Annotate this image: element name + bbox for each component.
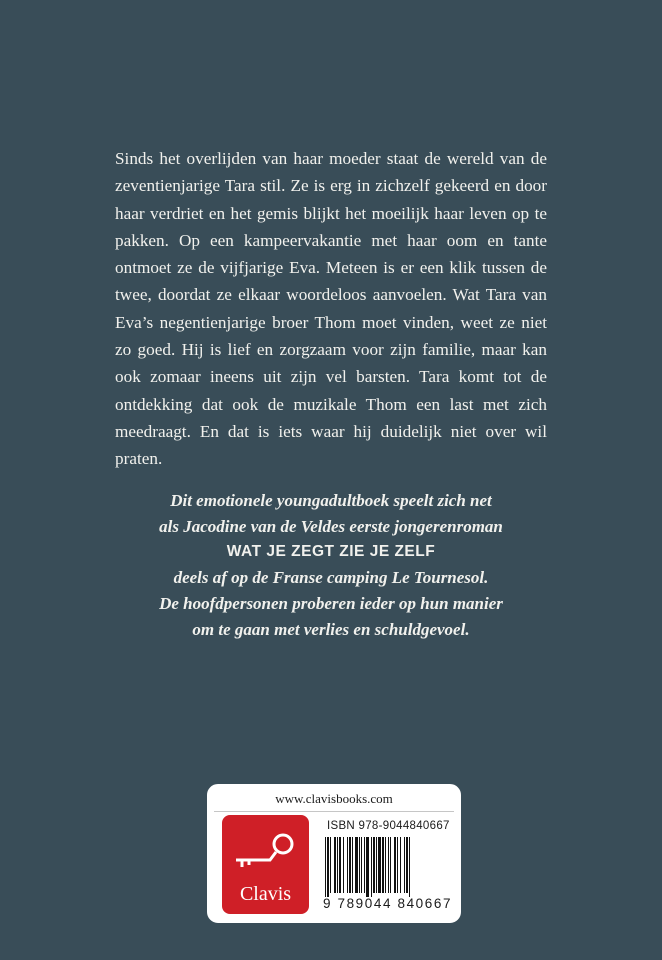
barcode-bar <box>385 837 386 893</box>
barcode-bar <box>352 837 353 893</box>
publisher-barcode-panel <box>207 784 461 923</box>
back-cover-blurb: Sinds het overlijden van haar moeder staat de wereld van de zeventienjarige Tara stil. Ze is erg in zichzelf gekeerd en door haar verdriet en het gemis blijkt het moeilijk haar leven op te pakken. Op een kampeervakantie met haar oom en tante ontmoet ze de vijfjarige Eva. Meteen is er een klik tussen de twee, doordat ze elkaar woordeloos aanvoelen. Wat Tara van Eva’s negentienjarige broer Thom moet vinden, weet ze niet zo goed. Hij is lief en zorgzaam voor zijn familie, maar kan ook zomaar ineens uit zijn vel barsten. Tara komt tot de ontdekking dat ook de muzikale Thom een last met zich meedraagt. En dat is iets waar hij duidelijk niet over wil praten. <box>115 149 547 469</box>
divider <box>214 811 454 812</box>
barcode-bar <box>327 837 329 897</box>
barcode-bar <box>334 837 336 893</box>
tagline-line: De hoofdpersonen proberen ieder op hun manier <box>159 593 503 613</box>
barcode-bar <box>355 837 358 893</box>
tagline-line: om te gaan met verlies en schuldgevoel. <box>192 619 470 639</box>
barcode-bar <box>347 837 348 893</box>
tagline <box>60 488 602 642</box>
barcode-bar <box>376 837 377 893</box>
tagline-line: deels af op de Franse camping Le Tournesol. <box>173 568 489 588</box>
barcode-digits: 9 789044 840667 <box>323 896 453 911</box>
tagline-line: als Jacodine van de Veldes eerste jongerenroman <box>159 516 503 536</box>
barcode-bar <box>382 837 384 893</box>
barcode-bar <box>390 837 391 893</box>
barcode-bar <box>378 837 381 893</box>
barcode <box>323 837 449 897</box>
barcode-bar <box>388 837 389 893</box>
publisher-logo <box>222 815 309 914</box>
barcode-bar <box>330 837 331 893</box>
publisher-logo-text: Clavis <box>239 883 292 905</box>
book-title: WAT JE ZEGT ZIE JE ZELF <box>226 543 436 561</box>
barcode-bar <box>371 837 372 897</box>
barcode-bar <box>397 837 398 893</box>
barcode-bar <box>406 837 408 893</box>
isbn-label: ISBN 978-9044840667 <box>327 820 450 832</box>
barcode-bar <box>349 837 351 893</box>
barcode-bar <box>404 837 405 893</box>
barcode-bar <box>343 837 344 893</box>
barcode-bar <box>366 837 369 897</box>
barcode-bar <box>364 837 365 893</box>
barcode-bar <box>373 837 375 893</box>
barcode-bar <box>339 837 341 893</box>
barcode-bar <box>359 837 360 893</box>
publisher-url: www.clavisbooks.com <box>275 791 393 806</box>
barcode-bar <box>400 837 401 893</box>
barcode-bar <box>337 837 338 893</box>
barcode-bar <box>409 837 410 897</box>
barcode-bar <box>325 837 326 897</box>
tagline-line: Dit emotionele youngadultboek speelt zich net <box>170 491 492 510</box>
barcode-bar <box>394 837 396 893</box>
key-icon <box>232 829 299 873</box>
barcode-bar <box>361 837 362 893</box>
